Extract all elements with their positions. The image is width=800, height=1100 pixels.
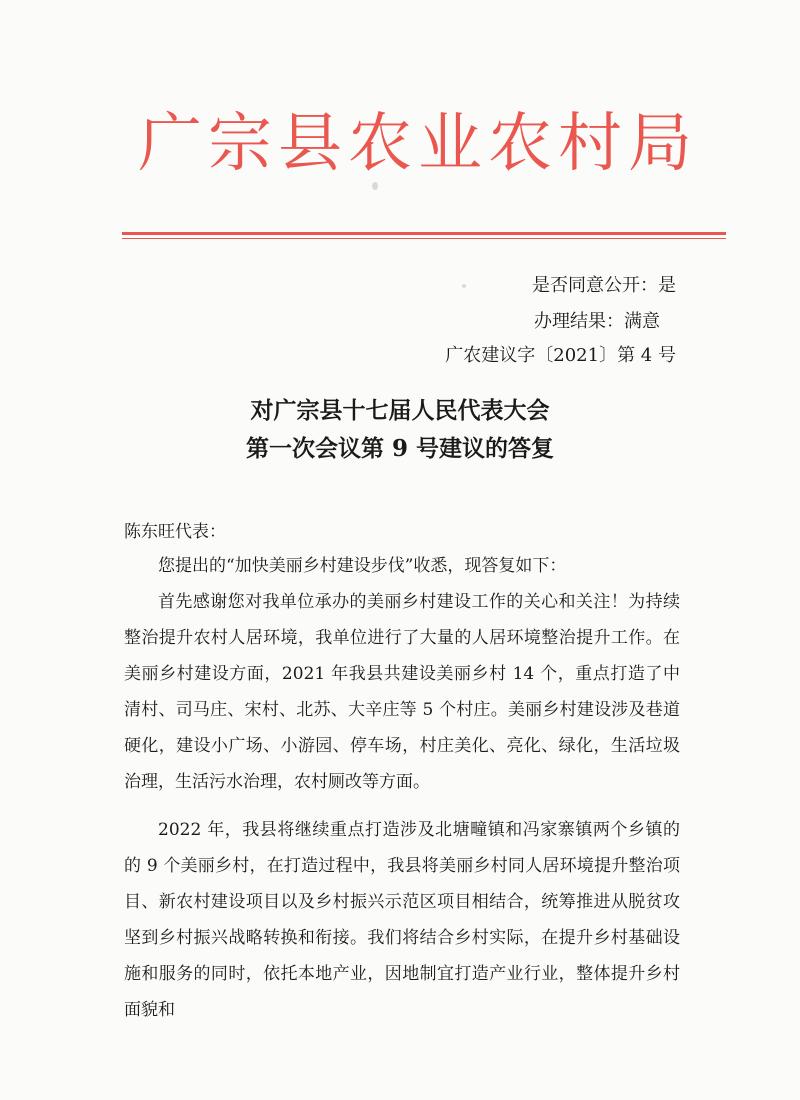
handling-result: 办理结果：满意 xyxy=(534,311,660,332)
letterhead-rule-thin xyxy=(122,238,726,239)
body-paragraph-2: 首先感谢您对我单位承办的美丽乡村建设工作的关心和关注！为持续整治提升农村人居环境，我单位进行了大量的人居环境整治提升工作。在美丽乡村建设方面，2021 年我县共建设美丽乡村 14 个，重点打造了中清村、司马庄、宋村、北苏、大辛庄等 5 个村庄。美丽乡村建设涉及巷道硬化，建设小广场、小游园、停车场，村庄美化、亮化、绿化，生活垃圾治理，生活污水治理，农村厕改等方面。 xyxy=(124,592,680,792)
document-number: 广农建议字〔2021〕第 4 号 xyxy=(445,345,676,366)
letterhead-title: 广宗县农业农村局 xyxy=(138,107,698,181)
paper-speck xyxy=(462,284,466,288)
document-title-line-2: 第一次会议第 9 号建议的答复 xyxy=(245,435,555,462)
document-title-line-1: 对广宗县十七届人民代表大会 xyxy=(250,397,550,424)
body-paragraph-3: 2022 年，我县将继续重点打造涉及北塘疃镇和冯家寨镇两个乡镇的的 9 个美丽乡村，在打造过程中，我县将美丽乡村同人居环境提升整治项目、新农村建设项目以及乡村振兴示范区项目相结合，统筹推进从脱贫攻坚到乡村振兴战略转换和衔接。我们将结合乡村实际，在提升乡村基础设施和服务的同时，依托本地产业，因地制宜打造产业行业，整体提升乡村面貌和 xyxy=(124,820,680,1020)
body-paragraph-1: 您提出的“加快美丽乡村建设步伐”收悉，现答复如下： xyxy=(158,556,567,576)
salutation: 陈东旺代表： xyxy=(124,522,226,542)
disclosure-status: 是否同意公开：是 xyxy=(532,275,676,296)
letterhead-rule-thick xyxy=(122,232,726,235)
paper-speck xyxy=(372,182,378,190)
